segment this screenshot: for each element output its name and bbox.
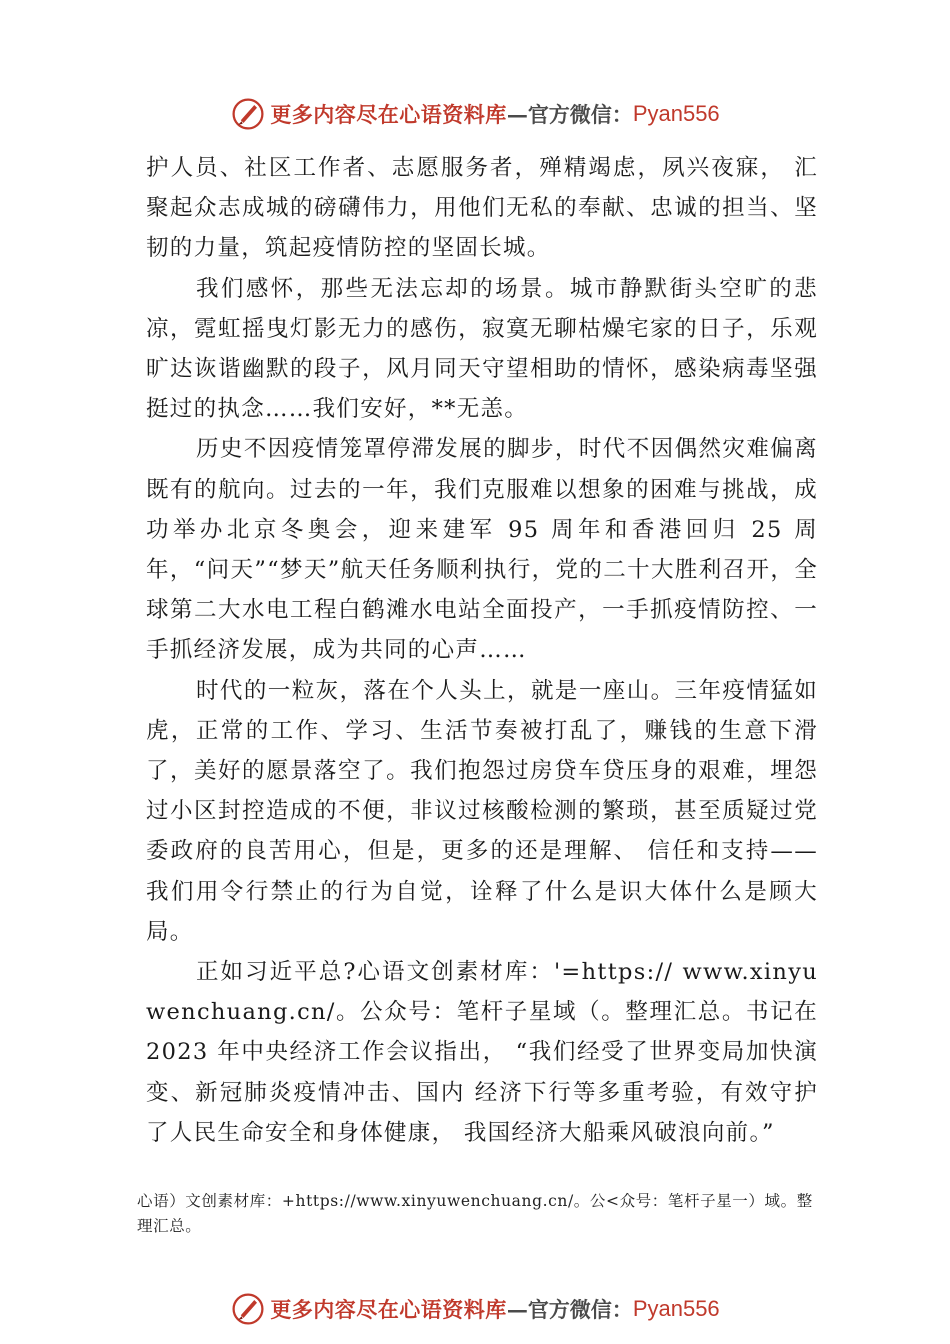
paragraph-5: 正如习近平总?心语文创素材库：'=https:// www.xinyuwenchuang.cn/。公众号：笔杆子星域（。整理汇总。书记在 2023 年中央经济工作会议指出， “我们经受了世界变局加快演变、新冠肺炎疫情冲击、国内 经济下行等多重考验，有效守护了人民生命安全和身体健康， 我国经济大船乘风破浪向前。” <box>146 959 818 1146</box>
header-banner <box>0 94 950 134</box>
banner-wechat-id: Pyan556 <box>632 101 720 126</box>
paragraph-3: 历史不因疫情笼罩停滞发展的脚步，时代不因偶然灾难偏离既有的航向。过去的一年，我们克服难以想象的困难与挑战，成功举办北京冬奥会，迎来建军 95 周年和香港回归 25 周年，“问天”“梦天”航天任务顺利执行，党的二十大胜利召开，全球第二大水电工程白鹤滩水电站全面投产，一手抓疫情防控、一手抓经济发展，成为共同的心声…… <box>146 436 818 664</box>
banner-dash-text: —官方微信： <box>506 102 633 127</box>
document-body <box>146 148 818 1153</box>
paragraph-4: 时代的一粒灰，落在个人头上，就是一座山。三年疫情猛如虎，正常的工作、学习、生活节奏被打乱了，赚钱的生意下滑了，美好的愿景落空了。我们抱怨过房贷车贷压身的艰难，埋怨过小区封控造成的不便，非议过核酸检测的繁琐，甚至质疑过党委政府的良苦用心，但是，更多的还是理解、 信任和支持——我们用令行禁止的行为自觉，诠释了什么是识大体什么是顾大局。 <box>146 677 818 945</box>
brand-logo-icon <box>230 96 266 132</box>
paragraph-2: 我们感怀，那些无法忘却的场景。城市静默街头空旷的悲凉，霓虹摇曳灯影无力的感伤，寂寞无聊枯燥宅家的日子，乐观旷达诙谐幽默的段子，风月同天守望相助的情怀，感染病毒坚强挺过的执念……我们安好，**无恙。 <box>146 275 818 423</box>
footer-banner <box>0 1289 950 1329</box>
banner-wechat-id: Pyan556 <box>632 1296 720 1321</box>
footer-note: 心语）文创素材库：+https://www.xinyuwenchuang.cn/。公<众号：笔杆子星一）域。整理汇总。 <box>137 1192 813 1235</box>
banner-dash-text: —官方微信： <box>506 1297 633 1322</box>
banner-brand-text: 更多内容尽在心语资料库 <box>270 1297 507 1322</box>
paragraph-1: 护人员、社区工作者、志愿服务者，殚精竭虑，夙兴夜寐， 汇聚起众志成城的磅礴伟力，用他们无私的奉献、忠诚的担当、坚韧的力量，筑起疫情防控的坚固长城。 <box>146 155 818 262</box>
brand-logo-icon <box>230 1291 266 1327</box>
banner-brand-text: 更多内容尽在心语资料库 <box>270 102 507 127</box>
